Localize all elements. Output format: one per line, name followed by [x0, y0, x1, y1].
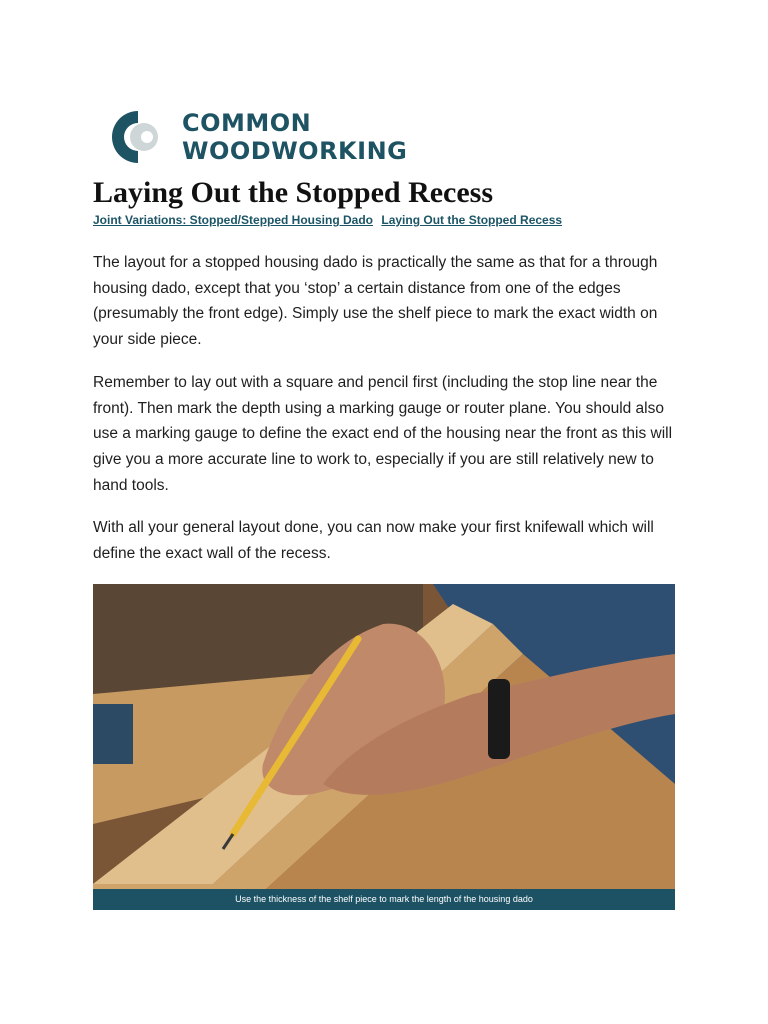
article-figure [93, 584, 675, 910]
logo-line-1: COMMON [182, 109, 312, 137]
breadcrumb-link-current[interactable]: Laying Out the Stopped Recess [381, 213, 563, 227]
page-title: Laying Out the Stopped Recess [93, 176, 494, 209]
paragraph-3: With all your general layout done, you can now make your first knifewall which will define the exact wall of the recess. [93, 519, 654, 563]
logo-mark-icon [104, 108, 172, 166]
figure-photo [93, 584, 675, 910]
logo-line-2: WOODWORKING [182, 137, 408, 165]
logo-wordmark [182, 109, 407, 165]
figure-caption: Use the thickness of the shelf piece to mark the length of the housing dado [93, 889, 675, 910]
paragraph-2: Remember to lay out with a square and pencil first (including the stop line near the front). Then mark the depth using a marking gauge or router plane. You should also use a marking gauge to define the exact end of the housing near the front as this will give you a more accurate line to work to, especially if you are still relatively new to hand tools. [93, 373, 673, 494]
paragraph-1: The layout for a stopped housing dado is practically the same as that for a through housing dado, except that you ‘stop’ a certain distance from one of the edges (presumably the front edge). Simply use the shelf piece to mark the exact width on your side piece. [93, 254, 658, 349]
breadcrumb [93, 213, 567, 227]
article-body [93, 250, 678, 584]
site-logo[interactable] [104, 108, 407, 166]
breadcrumb-link-parent[interactable]: Joint Variations: Stopped/Stepped Housing Dado [93, 213, 374, 227]
